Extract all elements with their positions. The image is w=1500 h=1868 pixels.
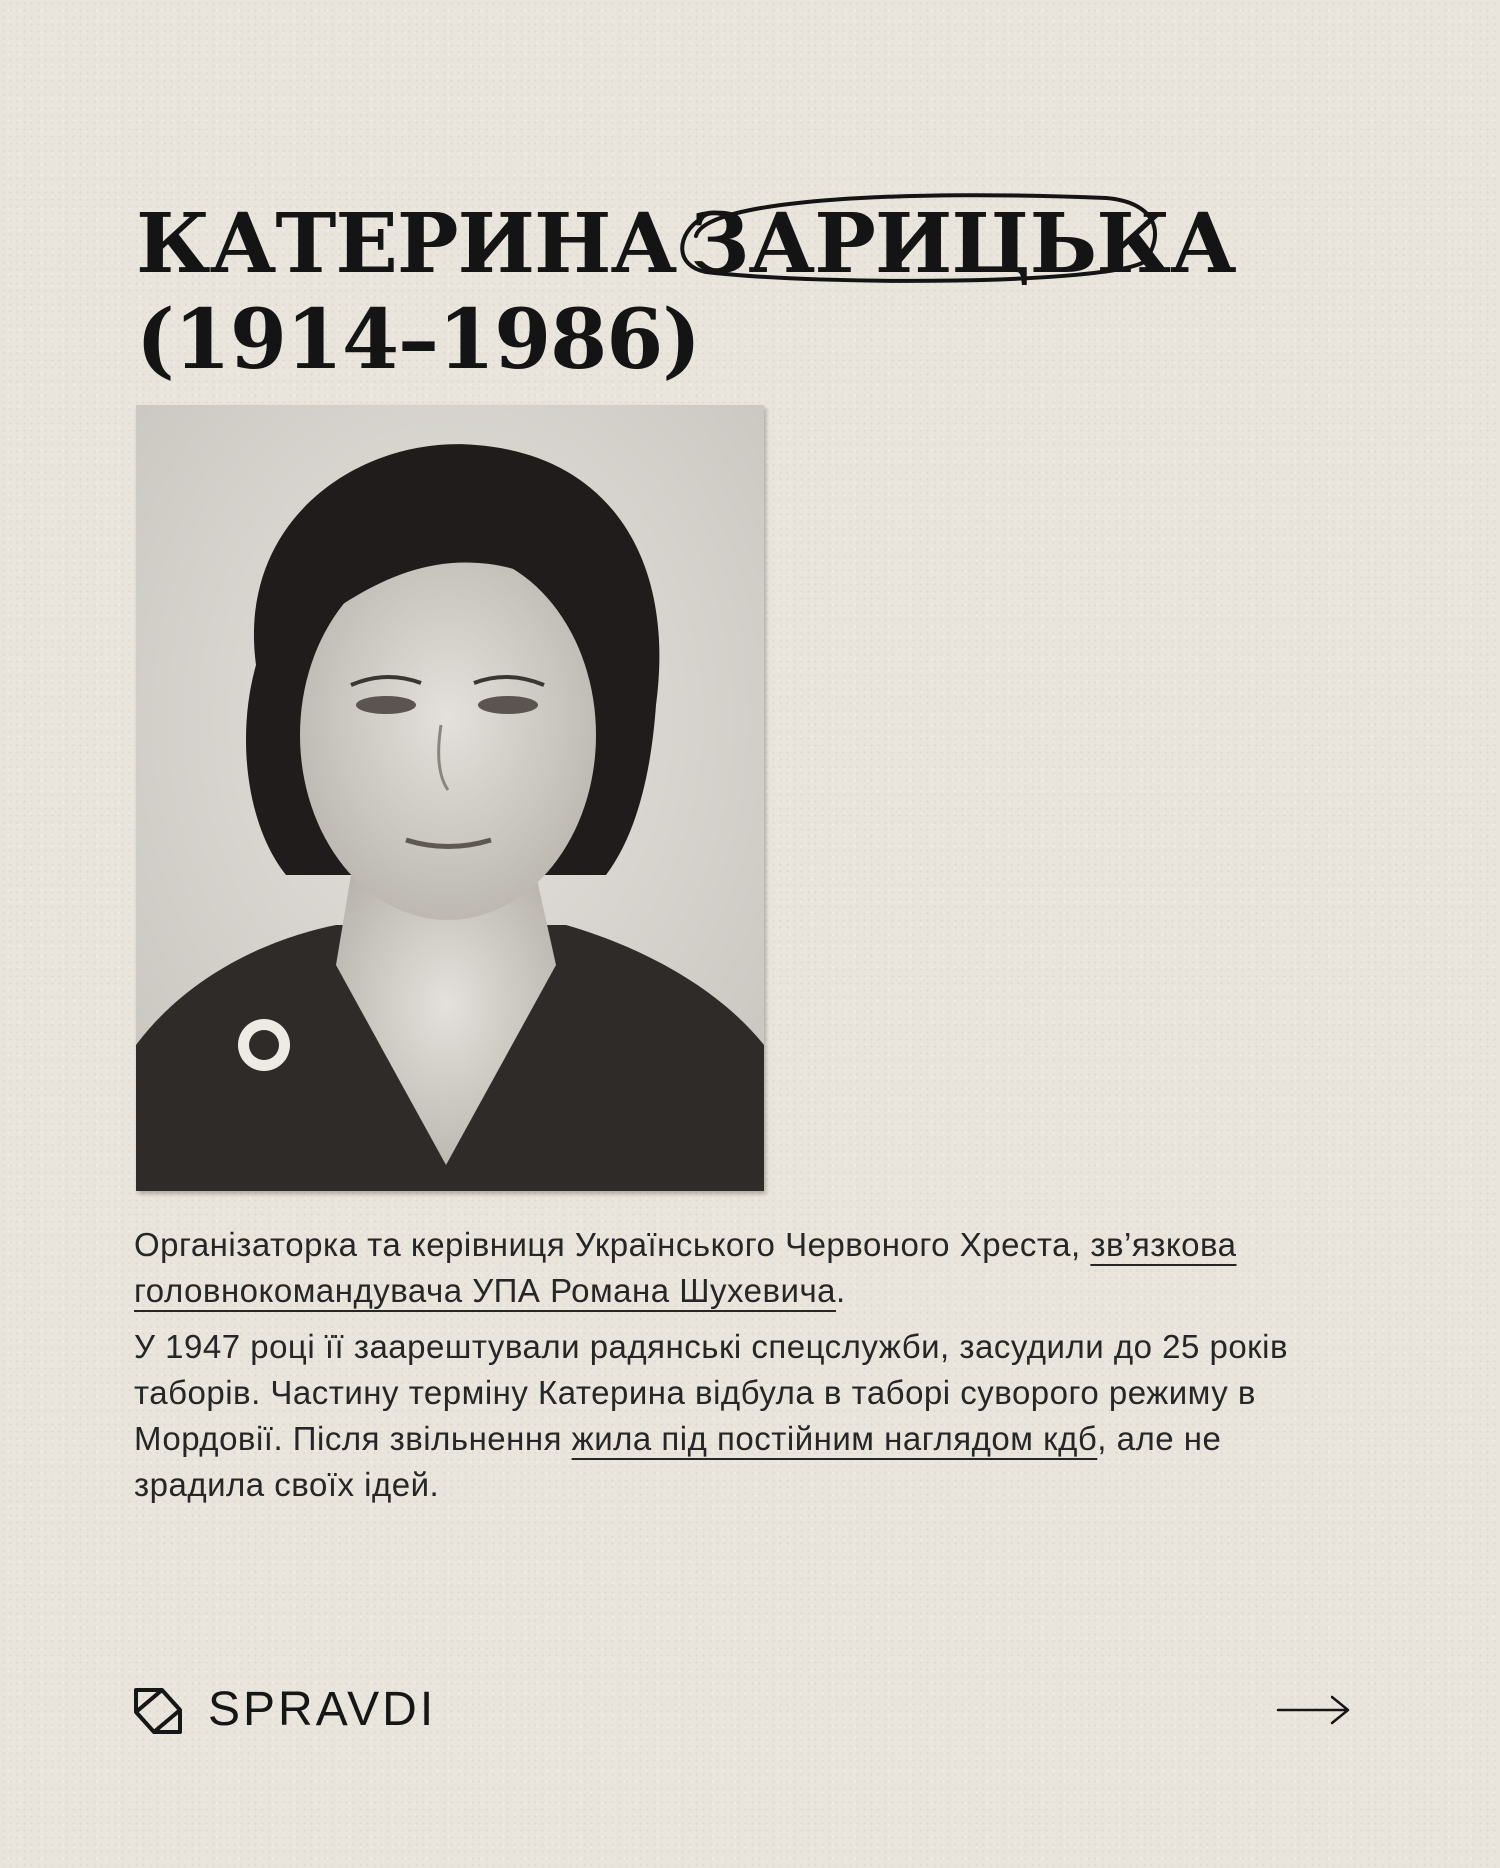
biography (134, 1222, 1324, 1518)
title-name-line (136, 196, 1236, 292)
arrow-right-icon[interactable] (1276, 1694, 1352, 1726)
brand-name: SPRAVDI (208, 1683, 437, 1736)
bio-paragraph-1: Організаторка та керівниця Українського Червоного Хреста, зв’язкова головнокомандувача УПА Романа Шухевича. (134, 1226, 1237, 1309)
hand-drawn-circle-icon (666, 184, 1166, 288)
brand-logo (132, 1682, 436, 1737)
page-title (136, 196, 1236, 388)
bio-paragraph-2: У 1947 році її заарештували радянські спецслужби, засудили до 25 років таборів. Частину терміну Катерина відбула в таборі суворого режиму в Мордовії. Після звільнення жила під постійним наглядом кдб, але не зрадила своїх ідей. (134, 1328, 1288, 1503)
portrait-photo (136, 405, 764, 1191)
spravdi-logo-icon (132, 1684, 184, 1736)
bio-highlight-2: жила під постійним наглядом кдб (571, 1420, 1098, 1457)
bio-highlight-1: зв’язкова головнокомандувача УПА Романа Шухевича (134, 1226, 1237, 1309)
years: (1914–1986) (136, 292, 701, 388)
first-name: КАТЕРИНА (136, 196, 677, 292)
portrait-photo-icon (136, 405, 764, 1191)
last-name-circled: ЗАРИЦЬКА (690, 196, 1235, 292)
